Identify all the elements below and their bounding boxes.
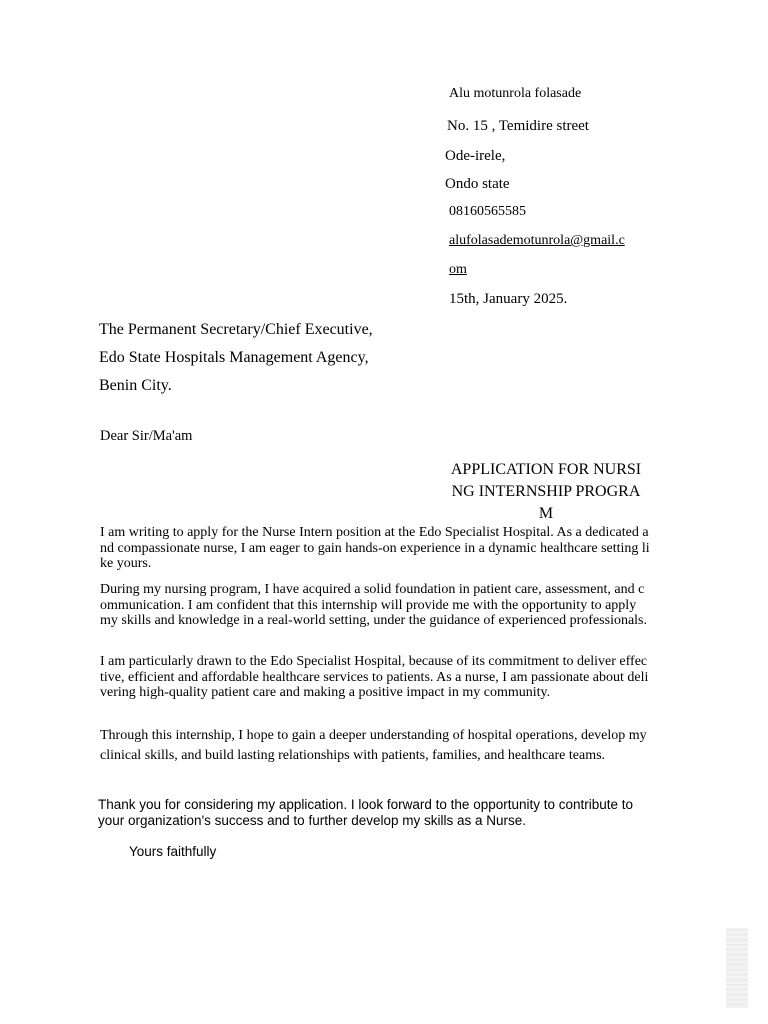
sender-name: Alu motunrola folasade — [449, 86, 582, 101]
sender-email-line1[interactable]: alufolasademotunrola@gmail.c — [449, 233, 625, 248]
body-paragraph-1: I am writing to apply for the Nurse Intern position at the Edo Specialist Hospital. As a dedicated and compassionate nurse, I am eager to gain hands-on experience in a dynamic healthcare setting like yours. — [100, 525, 650, 571]
sender-street: No. 15 , Temidire street — [447, 118, 589, 134]
sender-phone: 08160565585 — [449, 204, 526, 219]
body-paragraph-2: During my nursing program, I have acquired a solid foundation in patient care, assessment, and communication. I am confident that this internship will provide me with the opportunity to apply my skills and knowledge in a real-world setting, under the guidance of experienced professionals. — [100, 582, 648, 628]
sender-email-line2[interactable]: om — [449, 262, 467, 277]
letter-date: 15th, January 2025. — [449, 291, 568, 307]
subject-heading: APPLICATION FOR NURSING INTERNSHIP PROGRAM — [450, 461, 642, 522]
recipient-line3: Benin City. — [99, 377, 172, 394]
recipient-line2: Edo State Hospitals Management Agency, — [99, 349, 369, 366]
thanks-paragraph: Thank you for considering my application. I look forward to the opportunity to contribute to your organization's success and to further develop my skills as a Nurse. — [98, 797, 634, 828]
recipient-line1: The Permanent Secretary/Chief Executive, — [99, 321, 373, 338]
body-paragraph-4: Through this internship, I hope to gain a deeper understanding of hospital operations, develop my clinical skills, and build lasting relationships with patients, families, and healthcare teams. — [100, 728, 647, 763]
body-paragraph-3: I am particularly drawn to the Edo Specialist Hospital, because of its commitment to deliver effective, efficient and affordable healthcare services to patients. As a nurse, I am passionate about delivering high-quality patient care and making a positive impact in my community. — [100, 654, 649, 700]
scan-artifact — [726, 928, 748, 1008]
closing-line: Yours faithfully — [129, 844, 217, 859]
sender-state: Ondo state — [445, 176, 510, 192]
salutation: Dear Sir/Ma'am — [100, 428, 193, 444]
sender-town: Ode-irele, — [445, 148, 506, 164]
